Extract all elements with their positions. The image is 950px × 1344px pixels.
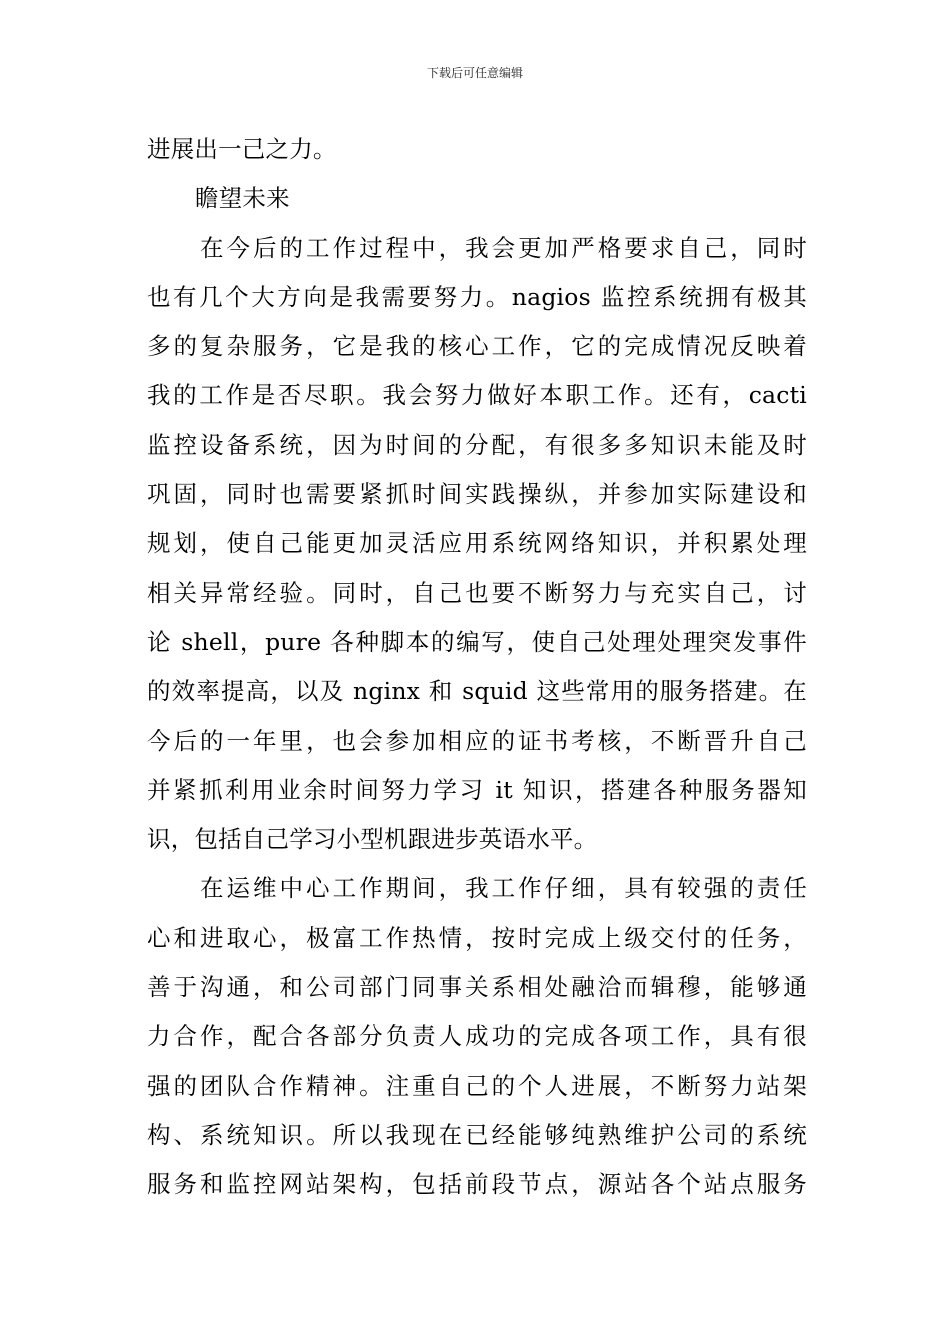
text-line: 强的团队合作精神。注重自己的个人进展，不断努力站架 xyxy=(147,1071,807,1100)
page-header: 下载后可任意编辑 xyxy=(426,66,523,80)
text-line: 心和进取心，极富工作热情，按时完成上级交付的任务， xyxy=(147,923,807,952)
text-line: 善于沟通，和公司部门同事关系相处融洽而辑穆，能够通 xyxy=(147,973,807,1002)
text-line: 今后的一年里，也会参加相应的证书考核，不断晋升自己 xyxy=(147,726,807,755)
text-line: 论 shell，pure 各种脚本的编写，使自己处理处理突发事件 xyxy=(147,627,807,656)
section-heading: 瞻望未来 xyxy=(195,184,290,213)
text-line: 构、系统知识。所以我现在已经能够纯熟维护公司的系统 xyxy=(147,1120,807,1149)
text-line: 也有几个大方向是我需要努力。nagios 监控系统拥有极其 xyxy=(147,282,807,311)
document-body xyxy=(147,125,807,1210)
text-line: 的效率提高，以及 nginx 和 squid 这些常用的服务搭建。在 xyxy=(147,677,807,706)
text-line: 力合作，配合各部分负责人成功的完成各项工作，具有很 xyxy=(147,1022,807,1051)
text-line: 服务和监控网站架构，包括前段节点，源站各个站点服务 xyxy=(147,1170,807,1199)
text-line: 我的工作是否尽职。我会努力做好本职工作。还有，cacti xyxy=(147,381,807,410)
text-line: 监控设备系统，因为时间的分配，有很多多知识未能及时 xyxy=(147,430,807,459)
text-line: 识，包括自己学习小型机跟进步英语水平。 xyxy=(147,825,598,854)
text-line: 在运维中心工作期间，我工作仔细，具有较强的责任 xyxy=(200,874,807,903)
text-line: 进展出一己之力。 xyxy=(147,135,337,163)
text-line: 在今后的工作过程中，我会更加严格要求自己，同时 xyxy=(200,233,807,262)
text-line: 巩固，同时也需要紧抓时间实践操纵，并参加实际建设和 xyxy=(147,480,807,509)
text-line: 多的复杂服务，它是我的核心工作，它的完成情况反映着 xyxy=(147,332,807,361)
text-line: 并紧抓利用业余时间努力学习 it 知识，搭建各种服务器知 xyxy=(147,775,807,804)
text-line: 规划，使自己能更加灵活应用系统网络知识，并积累处理 xyxy=(147,529,807,558)
text-line: 相关异常经验。同时，自己也要不断努力与充实自己，讨 xyxy=(147,578,807,607)
